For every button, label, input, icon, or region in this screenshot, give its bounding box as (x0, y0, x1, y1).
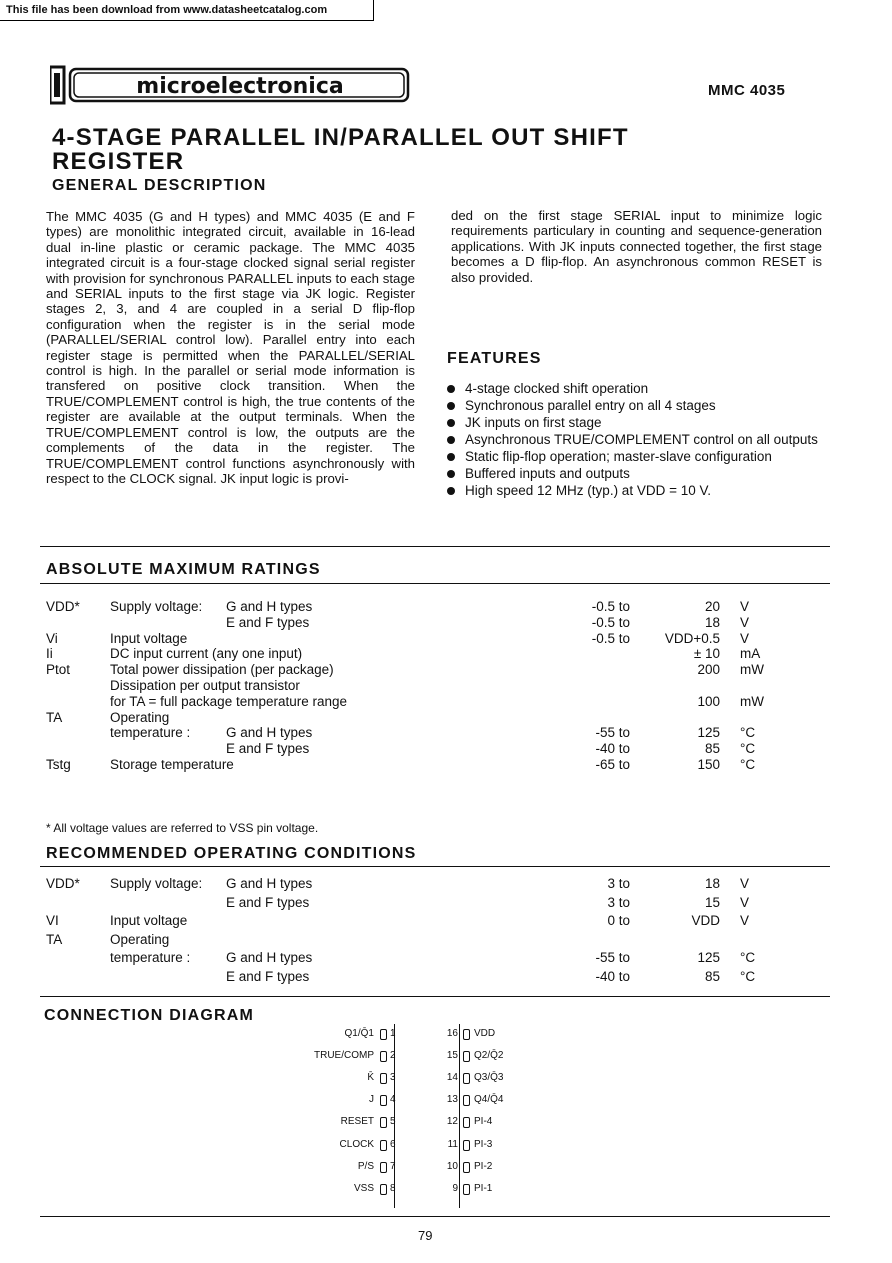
pin-label: K̄ (367, 1072, 374, 1084)
cell-sym: Tstg (46, 757, 71, 772)
pin-lead (380, 1117, 387, 1128)
cell-sym: Ii (46, 646, 53, 662)
cell-min: -55 to (595, 950, 630, 965)
pin-lead (380, 1073, 387, 1084)
cell-min: -65 to (595, 757, 630, 772)
cell-sub: E and F types (226, 614, 310, 630)
part-number: MMC 4035 (708, 82, 786, 99)
cell-unit: mW (740, 662, 764, 678)
cell-max: 15 (704, 894, 720, 910)
cell-max: 85 (704, 741, 720, 757)
general-description-right: ded on the first stage SERIAL input to minimize logic requirements particulary in counting and sequence-generation applications. With JK inputs connected together, the first stage becomes a D flip-flop. An asynchronous common RESET is also provided. (451, 208, 822, 285)
pin-lead (380, 1095, 387, 1106)
pin-number: 9 (452, 1182, 458, 1194)
cell-param: for TA = full package temperature range (110, 693, 348, 709)
cell-max: ± 10 (693, 646, 720, 662)
cell-sub: G and H types (226, 599, 313, 614)
cell-param: Total power dissipation (per package) (110, 662, 334, 678)
pin-number: 2 (390, 1050, 396, 1062)
cell-sym: Ptot (46, 662, 71, 678)
cell-max: 85 (704, 968, 720, 984)
pin-lead (463, 1162, 470, 1173)
cell-param: Dissipation per output transistor (110, 678, 300, 693)
page-title (52, 126, 852, 174)
bullet-icon (447, 385, 455, 393)
title-line-2: REGISTER (52, 148, 185, 175)
pin-lead (463, 1029, 470, 1040)
cell-min: 3 to (607, 894, 630, 910)
cell-max: 125 (697, 950, 720, 965)
cell-unit: °C (740, 757, 756, 772)
cell-sub: E and F types (226, 894, 310, 910)
cell-param: Input voltage (110, 630, 188, 646)
pin-label: PI-2 (474, 1160, 493, 1172)
cell-unit: °C (740, 968, 756, 984)
pin-label: PI-4 (474, 1116, 493, 1128)
ic-body (394, 1024, 460, 1208)
cell-unit: mA (740, 646, 761, 662)
pin-label: VDD (474, 1028, 496, 1039)
page-number: 79 (418, 1228, 433, 1243)
pin-lead (463, 1051, 470, 1062)
cell-sym: TA (46, 931, 63, 947)
title-line-1: 4-STAGE PARALLEL IN/PARALLEL OUT SHIFT (52, 124, 629, 151)
cell-max: 18 (704, 876, 720, 891)
pin-lead (463, 1140, 470, 1151)
cell-sym: Vi (46, 630, 58, 646)
feature-item: 4-stage clocked shift operation (447, 381, 827, 397)
pin-number: 1 (390, 1028, 396, 1039)
pin-label: Q1/Q̄1 (344, 1028, 374, 1039)
pin-label: CLOCK (339, 1138, 374, 1150)
pin-label: VSS (353, 1182, 374, 1194)
cell-param: Supply voltage: (110, 876, 203, 891)
cell-min: -0.5 to (591, 630, 630, 646)
cell-param: Storage temperature (110, 757, 234, 772)
pin-lead (380, 1051, 387, 1062)
cell-max: 20 (704, 599, 720, 614)
cell-param: Operating (110, 931, 170, 947)
cell-param: temperature : (110, 950, 191, 965)
cell-sub: G and H types (226, 876, 313, 891)
section-divider (40, 546, 830, 547)
feature-item: High speed 12 MHz (typ.) at VDD = 10 V. (447, 483, 827, 499)
cell-max: 18 (704, 614, 720, 630)
cell-param: Operating (110, 709, 170, 725)
pin-number: 5 (390, 1116, 396, 1128)
connection-heading: CONNECTION DIAGRAM (44, 1007, 255, 1024)
cell-sym: VI (46, 913, 59, 928)
cell-unit: °C (740, 725, 756, 741)
svg-text:microelectronica: microelectronica (136, 74, 344, 99)
cell-param: DC input current (any one input) (110, 646, 303, 662)
cell-min: -55 to (595, 725, 630, 741)
feature-item: JK inputs on first stage (447, 415, 827, 431)
cell-unit: °C (740, 950, 756, 965)
pin-lead (380, 1029, 387, 1040)
cell-min: -0.5 to (591, 599, 630, 614)
bullet-icon (447, 402, 455, 410)
cell-unit: °C (740, 741, 756, 757)
abs-max-footnote: * All voltage values are referred to VSS pin voltage. (46, 821, 319, 835)
pin-label: P/S (357, 1160, 374, 1172)
cell-max: VDD+0.5 (664, 630, 720, 646)
pin-number: 11 (447, 1138, 458, 1150)
features-heading: FEATURES (447, 350, 542, 367)
cell-max: 125 (697, 725, 720, 741)
bullet-icon (447, 470, 455, 478)
abs-max-heading: ABSOLUTE MAXIMUM RATINGS (46, 561, 321, 578)
cell-min: 0 to (607, 913, 630, 928)
cell-max: 200 (697, 662, 720, 678)
footer-divider (40, 1216, 830, 1217)
pin-label: Q3/Q̄3 (474, 1072, 504, 1084)
rec-op-heading: RECOMMENDED OPERATING CONDITIONS (46, 845, 417, 862)
cell-sub: E and F types (226, 968, 310, 984)
pin-label: PI-1 (474, 1182, 493, 1194)
bullet-icon (447, 436, 455, 444)
pin-label: J (369, 1094, 374, 1106)
pin-number: 3 (390, 1072, 396, 1084)
microelectronica-logo (50, 65, 410, 105)
bullet-icon (447, 487, 455, 495)
pin-number: 15 (446, 1050, 458, 1062)
cell-sym: TA (46, 709, 63, 725)
cell-unit: V (740, 876, 750, 891)
section-divider (40, 996, 830, 997)
pin-number: 13 (446, 1094, 458, 1106)
cell-sub: G and H types (226, 725, 313, 741)
section-divider (40, 866, 830, 867)
cell-unit: V (740, 894, 750, 910)
pin-lead (463, 1073, 470, 1084)
cell-unit: V (740, 630, 750, 646)
pin-lead (463, 1117, 470, 1128)
feature-item: Buffered inputs and outputs (447, 466, 827, 482)
pin-number: 4 (390, 1094, 396, 1106)
cell-max: 100 (697, 693, 720, 709)
cell-unit: V (740, 913, 750, 928)
feature-item: Asynchronous TRUE/COMPLEMENT control on all outputs (447, 432, 827, 448)
cell-sub: E and F types (226, 741, 310, 757)
cell-param: temperature : (110, 725, 191, 741)
pin-label: Q4/Q̄4 (474, 1094, 504, 1106)
pin-lead (380, 1140, 387, 1151)
pin-lead (380, 1162, 387, 1173)
pin-number: 6 (390, 1138, 396, 1150)
pin-label: PI-3 (474, 1138, 493, 1150)
pin-lead (463, 1095, 470, 1106)
general-description-left: The MMC 4035 (G and H types) and MMC 4035 (E and F types) are monolithic integrated circuit, available in 16-lead dual in-line plastic or ceramic package. The MMC 4035 integrated circuit is a four-stage clocked signal serial register with provision for synchronous PARALLEL inputs to each stage and SERIAL inputs to the first stage via JK logic. Register stages 2, 3, and 4 are coupled in a serial D flip-flop configuration when the register is in the serial mode (PARALLEL/SERIAL control low). Parallel entry into each register stage is permitted when the PARALLEL/SERIAL control is high. In the parallel or serial mode information is transfered on positive clock transition. When the TRUE/COMPLEMENT control is high, the true contents of the register are available at the output terminals. When the TRUE/COMPLEMENT control is low, the outputs are the complements of the data in the register. The TRUE/COMPLEMENT control functions asynchronously with respect to the CLOCK signal. JK input logic is provi- (46, 209, 415, 486)
cell-unit: mW (740, 693, 764, 709)
cell-unit: V (740, 599, 750, 614)
pin-number: 16 (446, 1028, 458, 1039)
pin-label: Q2/Q̄2 (474, 1050, 504, 1062)
cell-unit: V (740, 614, 750, 630)
general-description-heading: GENERAL DESCRIPTION (52, 177, 267, 194)
features-list (447, 381, 827, 500)
source-banner: This file has been download from www.datasheetcatalog.com (0, 0, 374, 21)
cell-sym: VDD* (46, 599, 80, 614)
pin-number: 14 (446, 1072, 458, 1084)
section-divider (40, 583, 830, 584)
cell-min: 3 to (607, 876, 630, 891)
cell-sym: VDD* (46, 876, 80, 891)
cell-max: VDD (691, 913, 720, 928)
pin-number: 12 (446, 1116, 458, 1128)
bullet-icon (447, 419, 455, 427)
pin-label: TRUE/COMP (314, 1050, 374, 1062)
pin-number: 7 (390, 1160, 396, 1172)
feature-item: Synchronous parallel entry on all 4 stages (447, 398, 827, 414)
pin-lead (380, 1184, 387, 1195)
cell-max: 150 (697, 757, 720, 772)
feature-item: Static flip-flop operation; master-slave configuration (447, 449, 827, 465)
cell-sub: G and H types (226, 950, 313, 965)
cell-param: Input voltage (110, 913, 188, 928)
cell-min: -0.5 to (591, 614, 630, 630)
bullet-icon (447, 453, 455, 461)
pin-number: 10 (446, 1160, 458, 1172)
cell-min: -40 to (595, 741, 630, 757)
pin-number: 8 (390, 1182, 396, 1194)
pin-label: RESET (340, 1116, 374, 1128)
cell-min: -40 to (595, 968, 630, 984)
cell-param: Supply voltage: (110, 599, 203, 614)
pin-lead (463, 1184, 470, 1195)
